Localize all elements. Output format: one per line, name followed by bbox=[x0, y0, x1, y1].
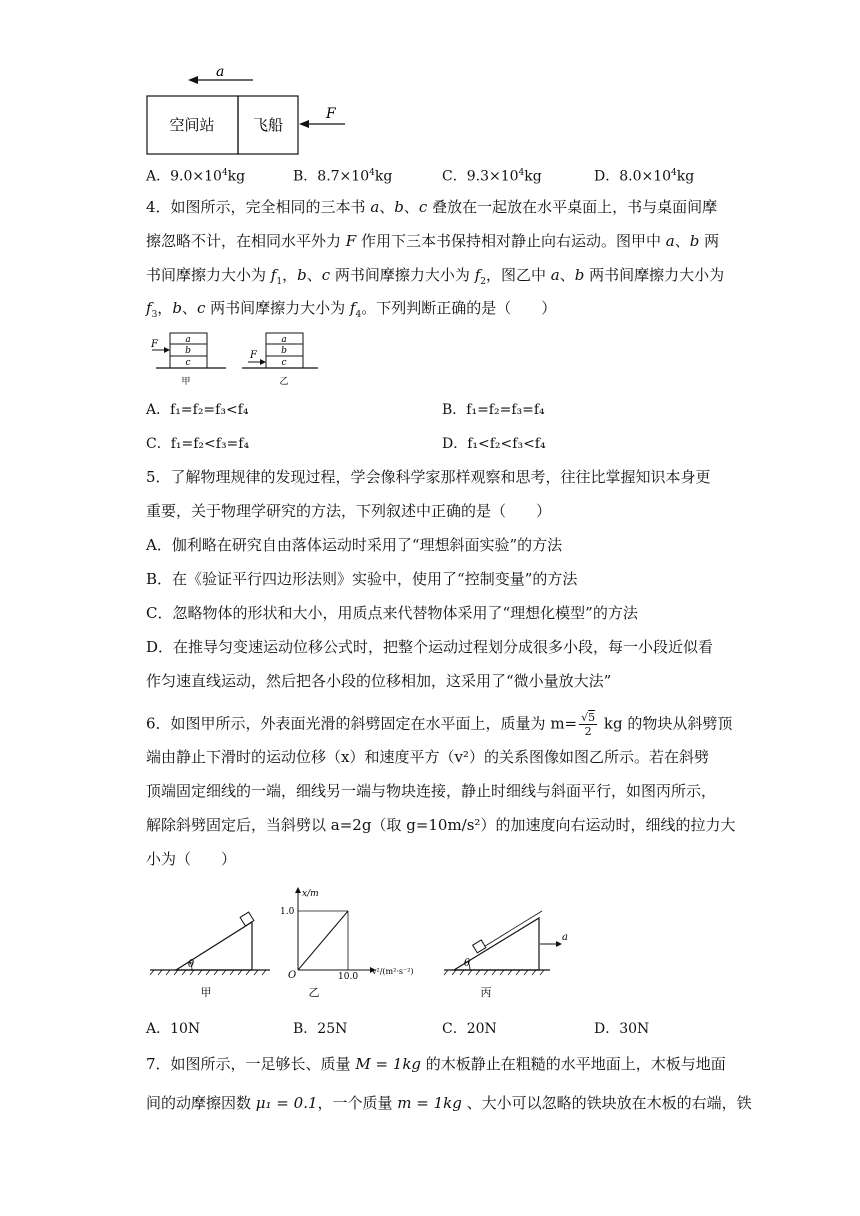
svg-text:甲: 甲 bbox=[181, 377, 191, 387]
q6-option-c: C．20N bbox=[442, 1021, 497, 1037]
incline-figures bbox=[146, 884, 726, 1004]
spacecraft-label: 飞船 bbox=[252, 116, 284, 134]
svg-text:甲: 甲 bbox=[200, 986, 212, 999]
svg-text:x/m: x/m bbox=[302, 889, 319, 899]
mass-fraction: $\frac{√5}{2}$ bbox=[581, 711, 596, 738]
q6-line-5: 小为（ ） bbox=[146, 850, 237, 868]
svg-text:c: c bbox=[281, 358, 287, 368]
q5-line-2: 重要，关于物理学研究的方法，下列叙述中正确的是（ ） bbox=[146, 502, 552, 520]
q4-line-3: 书间摩擦力大小为 $f_1$，b、c 两书间摩擦力大小为 $f_2$，图乙中 a、b 两书间摩擦力大小为 bbox=[146, 266, 725, 287]
q4-option-c: C．f₁=f₂<f₃=f₄ bbox=[146, 436, 250, 452]
space-station-label: 空间站 bbox=[169, 116, 215, 134]
books-figure bbox=[146, 328, 326, 388]
svg-text:1.0: 1.0 bbox=[280, 907, 295, 917]
svg-text:O: O bbox=[288, 970, 297, 981]
q5-option-d-line-2: 作匀速直线运动，然后把各小段的位移相加，这采用了“微小量放大法” bbox=[146, 672, 612, 690]
q6-option-d: D．30N bbox=[594, 1021, 650, 1037]
q4-option-b: B．f₁=f₂=f₃=f₄ bbox=[442, 402, 545, 418]
svg-text:θ: θ bbox=[188, 959, 195, 970]
q3-option-c: C．$9.3\times 10^4kg$ bbox=[442, 168, 542, 185]
figure-bing bbox=[444, 911, 568, 999]
q7-line-1: 7．如图所示，一足够长、质量 M = 1kg 的木板静止在粗糙的水平地面上，木板与地面 bbox=[146, 1055, 726, 1073]
q6-line-2: 端由静止下滑时的运动位移（x）和速度平方（v²）的关系图像如图乙所示。若在斜劈 bbox=[146, 748, 709, 766]
svg-text:F: F bbox=[250, 350, 257, 361]
figure-jia bbox=[150, 912, 270, 999]
svg-text:v²/(m²·s⁻²): v²/(m²·s⁻²) bbox=[372, 967, 414, 976]
q6-line-1: 6．如图甲所示，外表面光滑的斜劈固定在水平面上，质量为 m= $\frac{√5}{2}$ kg 的物块从斜劈顶 bbox=[146, 711, 733, 738]
q6-option-a: A．10N bbox=[146, 1021, 201, 1037]
force-label: F bbox=[326, 106, 336, 122]
q3-option-b: B．$8.7\times 10^4kg$ bbox=[293, 168, 393, 185]
space-station-figure bbox=[140, 60, 360, 160]
figure-yi-graph bbox=[280, 887, 414, 999]
q4-line-4: $f_3$，b、c 两书间摩擦力大小为 $f_4$。下列判断正确的是（ ） bbox=[146, 299, 557, 320]
svg-text:10.0: 10.0 bbox=[338, 972, 359, 982]
svg-text:b: b bbox=[281, 346, 287, 356]
q4-line-2: 擦忽略不计，在相同水平外力 F 作用下三本书保持相对静止向右运动。图甲中 a、b 两 bbox=[146, 232, 720, 250]
q5-line-1: 5．了解物理规律的发现过程，学会像科学家那样观察和思考，往往比掌握知识本身更 bbox=[146, 468, 711, 486]
q5-option-b: B．在《验证平行四边形法则》实验中，使用了“控制变量”的方法 bbox=[146, 570, 578, 588]
svg-text:a: a bbox=[281, 335, 287, 345]
q7-line-2: 间的动摩擦因数 μ₁ = 0.1，一个质量 m = 1kg 、大小可以忽略的铁块放在木板的右端，铁 bbox=[146, 1094, 752, 1112]
svg-text:F: F bbox=[151, 339, 158, 350]
svg-text:乙: 乙 bbox=[308, 986, 320, 999]
svg-text:乙: 乙 bbox=[279, 377, 289, 387]
q6-line-4: 解除斜劈固定后，当斜劈以 a=2g（取 g=10m/s²）的加速度向右运动时，细线的拉力大 bbox=[146, 816, 736, 834]
q6-line-3: 顶端固定细线的一端，细线另一端与物块连接，静止时细线与斜面平行，如图丙所示， bbox=[146, 782, 717, 800]
q4-option-d: D．f₁<f₂<f₃<f₄ bbox=[442, 436, 546, 452]
q4-option-a: A．f₁=f₂=f₃<f₄ bbox=[146, 402, 249, 418]
svg-text:θ: θ bbox=[464, 958, 471, 969]
q6-option-b: B．25N bbox=[293, 1021, 348, 1037]
q5-option-c: C．忽略物体的形状和大小，用质点来代替物体采用了“理想化模型”的方法 bbox=[146, 604, 638, 622]
accel-label: a bbox=[216, 64, 225, 80]
q4-line-1: 4．如图所示，完全相同的三本书 a、b、c 叠放在一起放在水平桌面上，书与桌面间摩 bbox=[146, 198, 718, 216]
q5-option-a: A．伽利略在研究自由落体运动时采用了“理想斜面实验”的方法 bbox=[146, 536, 563, 554]
svg-text:丙: 丙 bbox=[480, 986, 492, 999]
svg-text:c: c bbox=[185, 358, 191, 368]
svg-text:b: b bbox=[185, 346, 191, 356]
svg-text:a: a bbox=[185, 335, 191, 345]
q3-option-a: A．$9.0\times 10^4kg$ bbox=[146, 168, 246, 185]
svg-text:a: a bbox=[562, 932, 568, 943]
q5-option-d-line-1: D．在推导匀变速运动位移公式时，把整个运动过程划分成很多小段，每一小段近似看 bbox=[146, 638, 714, 656]
q3-option-d: D．$8.0\times 10^4kg$ bbox=[594, 168, 695, 185]
